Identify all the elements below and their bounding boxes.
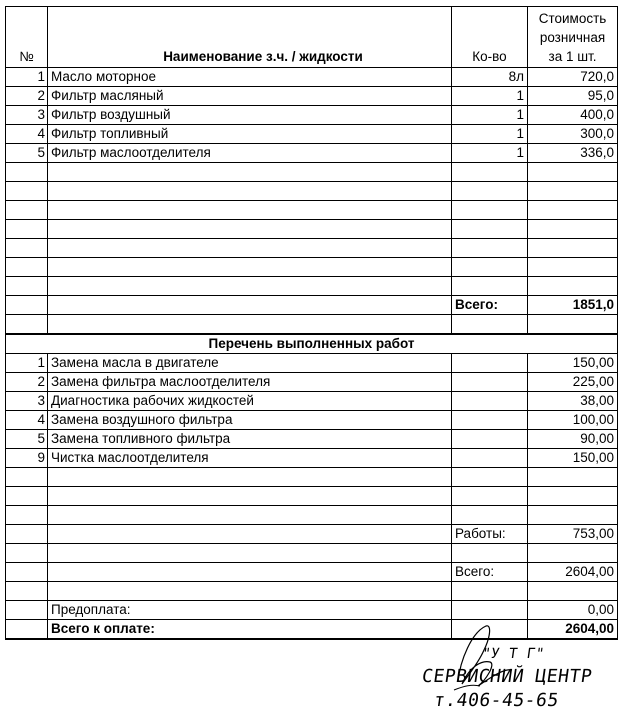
work-name: Замена воздушного фильтра [48, 411, 452, 430]
price-header-line-2: розничная [539, 29, 606, 45]
empty-row [6, 544, 618, 563]
part-price: 720,0 [528, 68, 618, 87]
work-no: 9 [6, 449, 48, 468]
parts-total-label: Всего: [452, 296, 528, 315]
work-row [6, 354, 618, 373]
work-row [6, 411, 618, 430]
work-row [6, 449, 618, 468]
prepayment-value: 0,00 [528, 601, 618, 620]
work-no: 3 [6, 392, 48, 411]
empty-row [6, 277, 618, 296]
part-name: Фильтр топливный [48, 125, 452, 144]
part-qty: 1 [452, 87, 528, 106]
part-no: 1 [6, 68, 48, 87]
stamp-line-3: т.406-45-65 [432, 690, 561, 711]
empty-row [6, 582, 618, 601]
grand-total-value: 2604,00 [528, 563, 618, 582]
work-name: Замена фильтра маслоотделителя [48, 373, 452, 392]
work-no: 2 [6, 373, 48, 392]
col-name-header: Наименование з.ч. / жидкости [48, 7, 452, 68]
grand-total-row [6, 563, 618, 582]
work-row [6, 430, 618, 449]
work-price: 150,00 [528, 354, 618, 373]
invoice-table [5, 6, 618, 640]
col-price-header [528, 7, 618, 68]
part-no: 3 [6, 106, 48, 125]
col-qty-header: Ко-во [452, 7, 528, 68]
part-row [6, 106, 618, 125]
works-total-value: 753,00 [528, 525, 618, 544]
price-header-line-1: Стоимость [538, 10, 607, 26]
part-row [6, 144, 618, 163]
col-no-header: № [6, 7, 48, 68]
prepayment-row [6, 601, 618, 620]
part-price: 400,0 [528, 106, 618, 125]
table-header-row [6, 7, 618, 68]
stamp-line-2: СЕРВИСНИЙ ЦЕНТР [420, 666, 594, 687]
service-center-stamp [420, 620, 620, 720]
work-row [6, 392, 618, 411]
work-price: 38,00 [528, 392, 618, 411]
to-pay-label: Всего к оплате: [48, 620, 452, 640]
part-row [6, 125, 618, 144]
empty-row [6, 487, 618, 506]
work-name: Замена топливного фильтра [48, 430, 452, 449]
work-row [6, 373, 618, 392]
part-row [6, 87, 618, 106]
works-total-row [6, 525, 618, 544]
work-no: 5 [6, 430, 48, 449]
part-qty: 1 [452, 106, 528, 125]
work-price: 225,00 [528, 373, 618, 392]
part-price: 300,0 [528, 125, 618, 144]
parts-total-row [6, 296, 618, 315]
to-pay-value: 2604,00 [528, 620, 618, 640]
part-no: 2 [6, 87, 48, 106]
part-qty: 8л [452, 68, 528, 87]
prepayment-label: Предоплата: [48, 601, 452, 620]
empty-row [6, 506, 618, 525]
empty-row [6, 315, 618, 335]
part-no: 4 [6, 125, 48, 144]
part-no: 5 [6, 144, 48, 163]
part-price: 95,0 [528, 87, 618, 106]
empty-row [6, 201, 618, 220]
work-price: 100,00 [528, 411, 618, 430]
part-price: 336,0 [528, 144, 618, 163]
works-heading: Перечень выполненных работ [6, 334, 618, 354]
empty-row [6, 258, 618, 277]
stamp-line-1: "У Т Г" [480, 646, 546, 662]
work-name: Диагностика рабочих жидкостей [48, 392, 452, 411]
part-row [6, 68, 618, 87]
part-qty: 1 [452, 144, 528, 163]
part-name: Масло моторное [48, 68, 452, 87]
part-qty: 1 [452, 125, 528, 144]
work-price: 90,00 [528, 430, 618, 449]
part-name: Фильтр воздушный [48, 106, 452, 125]
works-heading-row [6, 334, 618, 354]
parts-total-value: 1851,0 [528, 296, 618, 315]
grand-total-label: Всего: [452, 563, 528, 582]
empty-row [6, 220, 618, 239]
part-name: Фильтр масляный [48, 87, 452, 106]
empty-row [6, 182, 618, 201]
empty-row [6, 239, 618, 258]
work-no: 1 [6, 354, 48, 373]
work-no: 4 [6, 411, 48, 430]
part-name: Фильтр маслоотделителя [48, 144, 452, 163]
work-name: Замена масла в двигателе [48, 354, 452, 373]
price-header-line-3: за 1 шт. [548, 48, 597, 64]
work-price: 150,00 [528, 449, 618, 468]
works-total-label: Работы: [452, 525, 528, 544]
empty-row [6, 468, 618, 487]
work-name: Чистка маслоотделителя [48, 449, 452, 468]
empty-row [6, 163, 618, 182]
